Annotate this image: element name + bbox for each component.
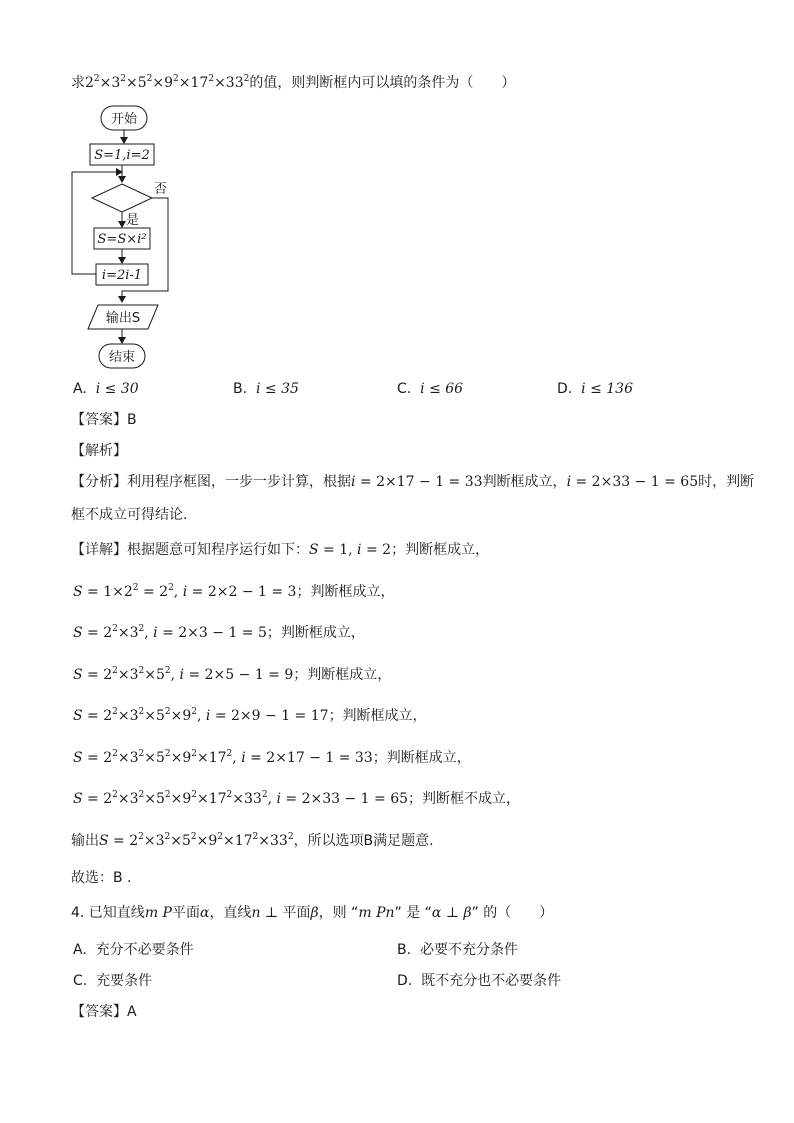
analysis-heading: 【解析】 bbox=[71, 443, 127, 459]
fenxi-text-3: 时，判断 bbox=[698, 474, 755, 490]
q4-text-1: 平面 bbox=[171, 905, 200, 921]
detail-line-4 bbox=[73, 706, 427, 726]
option-a-label: A. bbox=[73, 381, 87, 397]
answer-q4 bbox=[71, 1002, 137, 1022]
detail-line-2 bbox=[73, 623, 365, 643]
detail-formula-4: $S = 2^2\times 3^2\times 5^2\times 9^2$, i = 2×9 − 1 = 17 bbox=[73, 707, 329, 724]
q4-lead: 4. 已知直线 bbox=[71, 905, 145, 921]
flowchart-start-node bbox=[101, 106, 147, 130]
flowchart-update-node bbox=[96, 264, 148, 285]
question-tail: 的值，则判断框内可以填的条件为（ ） bbox=[249, 75, 516, 91]
detail-formula-3: $S = 2^2\times 3^2\times 5^2$, i = 2×5 − 1 = 9 bbox=[73, 666, 294, 683]
q4-option-a bbox=[73, 940, 194, 960]
q4-text-6: ” 的（ ） bbox=[471, 905, 554, 921]
option-c-text: i ≤ 66 bbox=[420, 381, 464, 397]
q4-option-d bbox=[397, 971, 561, 991]
question-stem bbox=[71, 73, 515, 93]
detail-formula-0: S = 1, i = 2 bbox=[309, 542, 392, 558]
option-a bbox=[73, 379, 139, 399]
option-d-text: i ≤ 136 bbox=[581, 381, 633, 397]
q4-alpha: α bbox=[199, 905, 210, 921]
fenxi-formula-1: i = 2×17 − 1 = 33 bbox=[351, 474, 483, 490]
answer-q4-value: A bbox=[127, 1004, 137, 1020]
q4-option-c-text: 充要条件 bbox=[96, 973, 153, 989]
output-tail: ，所以选项B满足题意. bbox=[293, 833, 434, 849]
q4-text-2: ，直线 bbox=[209, 905, 252, 921]
end-label: 结束 bbox=[108, 350, 136, 365]
flowchart-init-node bbox=[90, 144, 154, 165]
q4-option-d-label: D. bbox=[397, 973, 413, 989]
output-formula: $S = 2^2\times 3^2\times 5^2\times 9^2\times 17^2\times 33^2$ bbox=[99, 832, 294, 849]
detail-verdict-2: ；判断框成立， bbox=[266, 625, 365, 641]
q4-option-b bbox=[397, 940, 518, 960]
detail-formula-2: $S = 2^2\times 3^2$, i = 2×3 − 1 = 5 bbox=[73, 624, 267, 641]
answer-q3 bbox=[71, 410, 137, 430]
detail-verdict-6: ；判断框不成立， bbox=[408, 791, 521, 807]
q4-n-perp: n bbox=[251, 905, 261, 921]
option-c bbox=[397, 379, 463, 399]
detail-verdict-1: ；判断框成立， bbox=[296, 584, 395, 600]
option-b-text: i ≤ 35 bbox=[255, 381, 299, 397]
option-c-label: C. bbox=[397, 381, 412, 397]
detail-verdict-3: ；判断框成立， bbox=[293, 667, 392, 683]
q4-option-b-label: B. bbox=[397, 942, 412, 958]
q4-text-5: ” 是 “ bbox=[394, 905, 432, 921]
q4-option-a-text: 充分不必要条件 bbox=[95, 942, 194, 958]
output-lead: 输出 bbox=[71, 833, 99, 849]
fenxi-formula-2: i = 2×33 − 1 = 65 bbox=[566, 474, 699, 490]
detail-line-1 bbox=[73, 582, 394, 602]
detail-verdict-0: ；判断框成立， bbox=[391, 542, 490, 558]
answer-q4-tag: 【答案】 bbox=[71, 1004, 127, 1020]
no-label: 否 bbox=[154, 182, 168, 197]
conclusion: 故选：B . bbox=[71, 870, 132, 886]
init-label: S=1,i=2 bbox=[94, 148, 150, 163]
option-a-text: i ≤ 30 bbox=[95, 381, 139, 397]
flowchart-assign-node bbox=[94, 228, 150, 249]
question-lead: 求 bbox=[71, 75, 85, 91]
product-expression: $2^2\times 3^2\times 5^2\times 9^2\times 17^2\times 33^2$ bbox=[85, 74, 250, 91]
yes-label: 是 bbox=[126, 213, 140, 228]
q4-m-parallel: m P bbox=[144, 905, 172, 921]
option-d bbox=[557, 379, 633, 399]
detail-verdict-5: ；判断框成立， bbox=[372, 750, 471, 766]
detail-formula-6: $S = 2^2\times 3^2\times 5^2\times 9^2\times 17^2\times 33^2$, i = 2×33 − 1 = 65 bbox=[73, 790, 409, 807]
q4-text-3: 平面 bbox=[282, 905, 311, 921]
option-d-label: D. bbox=[557, 381, 573, 397]
answer-tag: 【答案】 bbox=[71, 412, 127, 428]
detail-formula-5: $S = 2^2\times 3^2\times 5^2\times 9^2\times 17^2$, i = 2×17 − 1 = 33 bbox=[73, 749, 373, 766]
q4-m-pn: m Pn bbox=[358, 905, 395, 921]
fenxi-text-2: 判断框成立， bbox=[482, 474, 567, 490]
flowchart bbox=[60, 100, 210, 375]
q4-option-a-label: A. bbox=[73, 942, 87, 958]
detail-line-6 bbox=[73, 789, 520, 809]
q4-option-c-label: C. bbox=[73, 973, 88, 989]
q4-option-b-text: 必要不充分条件 bbox=[419, 942, 518, 958]
fenxi-line-2: 框不成立可得结论. bbox=[71, 507, 188, 523]
q4-option-d-text: 既不充分也不必要条件 bbox=[421, 973, 562, 989]
fenxi-line-1 bbox=[71, 472, 754, 492]
q4-option-c bbox=[73, 971, 152, 991]
output-line bbox=[71, 831, 434, 851]
flowchart-end-node bbox=[99, 344, 145, 368]
option-b bbox=[233, 379, 299, 399]
detail-intro: 根据题意可知程序运行如下： bbox=[127, 542, 309, 558]
q4-stem: 4. 已知直线m P平面α，直线n ⊥ 平面β，则 “m Pn” 是 “α ⊥ β” 的（ ） bbox=[71, 905, 554, 921]
detail-line-3 bbox=[73, 665, 391, 685]
detail-line-5 bbox=[73, 748, 471, 768]
fenxi-text-1: 利用程序框图，一步一步计算，根据 bbox=[127, 474, 351, 490]
fenxi-tag: 【分析】 bbox=[71, 474, 127, 490]
start-label: 开始 bbox=[110, 112, 138, 127]
option-b-label: B. bbox=[233, 381, 248, 397]
flowchart-decision-node bbox=[92, 184, 152, 212]
update-label: i=2i-1 bbox=[101, 268, 143, 283]
detail-verdict-4: ；判断框成立， bbox=[328, 708, 427, 724]
q4-alpha-perp-beta: α ⊥ β bbox=[431, 905, 472, 921]
assign-label: S=S×i² bbox=[97, 232, 147, 247]
detail-tag: 【详解】 bbox=[71, 542, 127, 558]
answer-value: B bbox=[127, 412, 137, 428]
flowchart-output-node bbox=[88, 305, 158, 329]
detail-line-0 bbox=[71, 540, 489, 560]
q4-text-4: ，则 “ bbox=[318, 905, 359, 921]
q4-beta: β bbox=[310, 905, 319, 921]
detail-formula-1: $S = 1\times 2^2 = 2^2$, i = 2×2 − 1 = 3 bbox=[73, 583, 297, 600]
output-label: 输出S bbox=[105, 311, 141, 326]
